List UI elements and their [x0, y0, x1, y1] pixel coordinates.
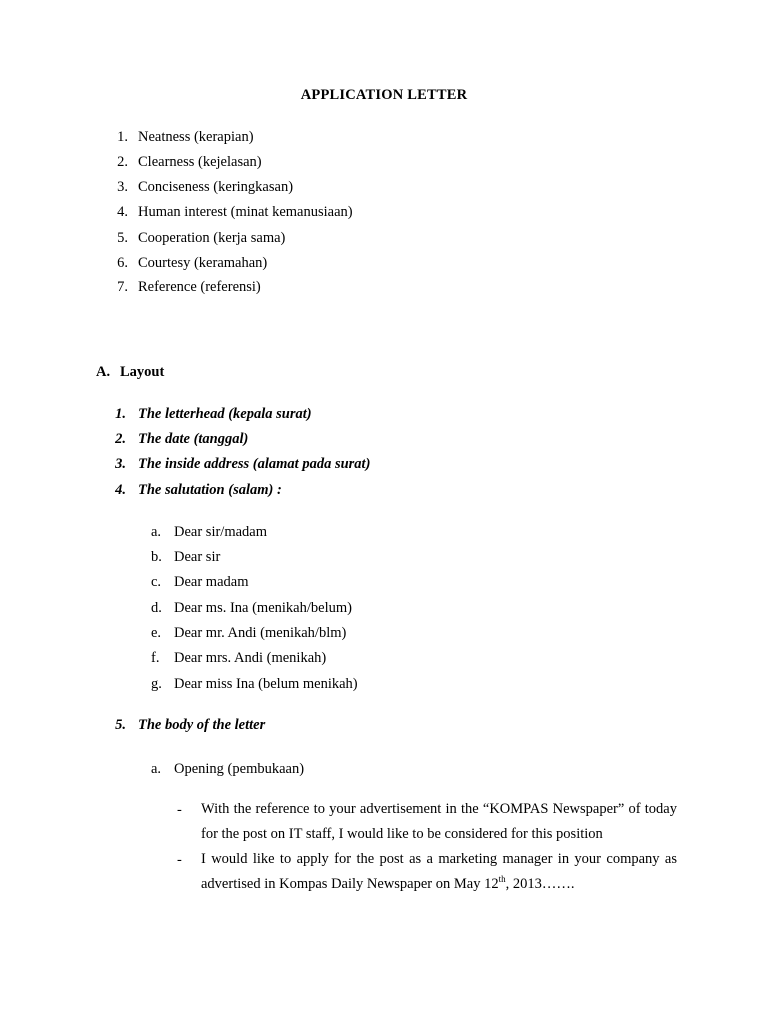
example-dash: -: [177, 852, 182, 868]
principle-item: Courtesy (keramahan): [138, 255, 268, 271]
layout-item: The letterhead (kepala surat): [138, 406, 312, 422]
salutation-letter: e.: [151, 625, 162, 641]
principle-number: 1.: [117, 129, 128, 145]
principle-number: 7.: [117, 279, 128, 295]
principle-number: 5.: [117, 230, 128, 246]
section-heading: Layout: [120, 364, 165, 380]
salutation-item: Dear sir: [174, 549, 221, 565]
salutation-letter: g.: [151, 676, 162, 692]
layout-item-number: 4.: [115, 482, 126, 498]
salutation-letter: d.: [151, 600, 162, 616]
section-letter: A.: [96, 364, 111, 380]
layout-item-number: 5.: [115, 717, 126, 733]
salutation-letter: a.: [151, 524, 162, 540]
salutation-letter: f.: [151, 650, 160, 666]
principle-item: Human interest (minat kemanusiaan): [138, 204, 353, 220]
principle-item: Cooperation (kerja sama): [138, 230, 286, 246]
opening-example: [201, 847, 677, 897]
principle-item: Neatness (kerapian): [138, 129, 254, 145]
example-dash: -: [177, 802, 182, 818]
salutation-item: Dear miss Ina (belum menikah): [174, 676, 358, 692]
principle-item: Reference (referensi): [138, 279, 261, 295]
layout-item: The date (tanggal): [138, 431, 249, 447]
opening-letter: a.: [151, 761, 162, 777]
principle-number: 6.: [117, 255, 128, 271]
layout-item-number: 2.: [115, 431, 126, 447]
document-title: APPLICATION LETTER: [300, 87, 468, 103]
principle-number: 2.: [117, 154, 128, 170]
principle-number: 4.: [117, 204, 128, 220]
principle-item: Clearness (kejelasan): [138, 154, 262, 170]
salutation-item: Dear mr. Andi (menikah/blm): [174, 625, 347, 641]
layout-item-number: 1.: [115, 406, 126, 422]
opening-example-text-end: , 2013…….: [505, 876, 575, 892]
salutation-letter: c.: [151, 574, 162, 590]
salutation-letter: b.: [151, 549, 162, 565]
layout-item: The salutation (salam) :: [138, 482, 282, 498]
salutation-item: Dear sir/madam: [174, 524, 268, 540]
principle-item: Conciseness (keringkasan): [138, 179, 294, 195]
layout-item: The body of the letter: [138, 717, 266, 733]
salutation-item: Dear ms. Ina (menikah/belum): [174, 600, 352, 616]
principle-number: 3.: [117, 179, 128, 195]
opening-example: With the reference to your advertisement in the “KOMPAS Newspaper” of today for the post on IT staff, I would like to be considered for this position: [201, 801, 677, 842]
layout-item: The inside address (alamat pada surat): [138, 456, 371, 472]
opening-example-text: I would like to apply for the post as a marketing manager in your company as advertised in Kompas Daily Newspaper on May 12: [201, 851, 677, 892]
salutation-item: Dear mrs. Andi (menikah): [174, 650, 327, 666]
layout-item-number: 3.: [115, 456, 126, 472]
salutation-item: Dear madam: [174, 574, 249, 590]
opening-heading: Opening (pembukaan): [174, 761, 305, 777]
ordinal-suffix: th: [498, 874, 506, 885]
